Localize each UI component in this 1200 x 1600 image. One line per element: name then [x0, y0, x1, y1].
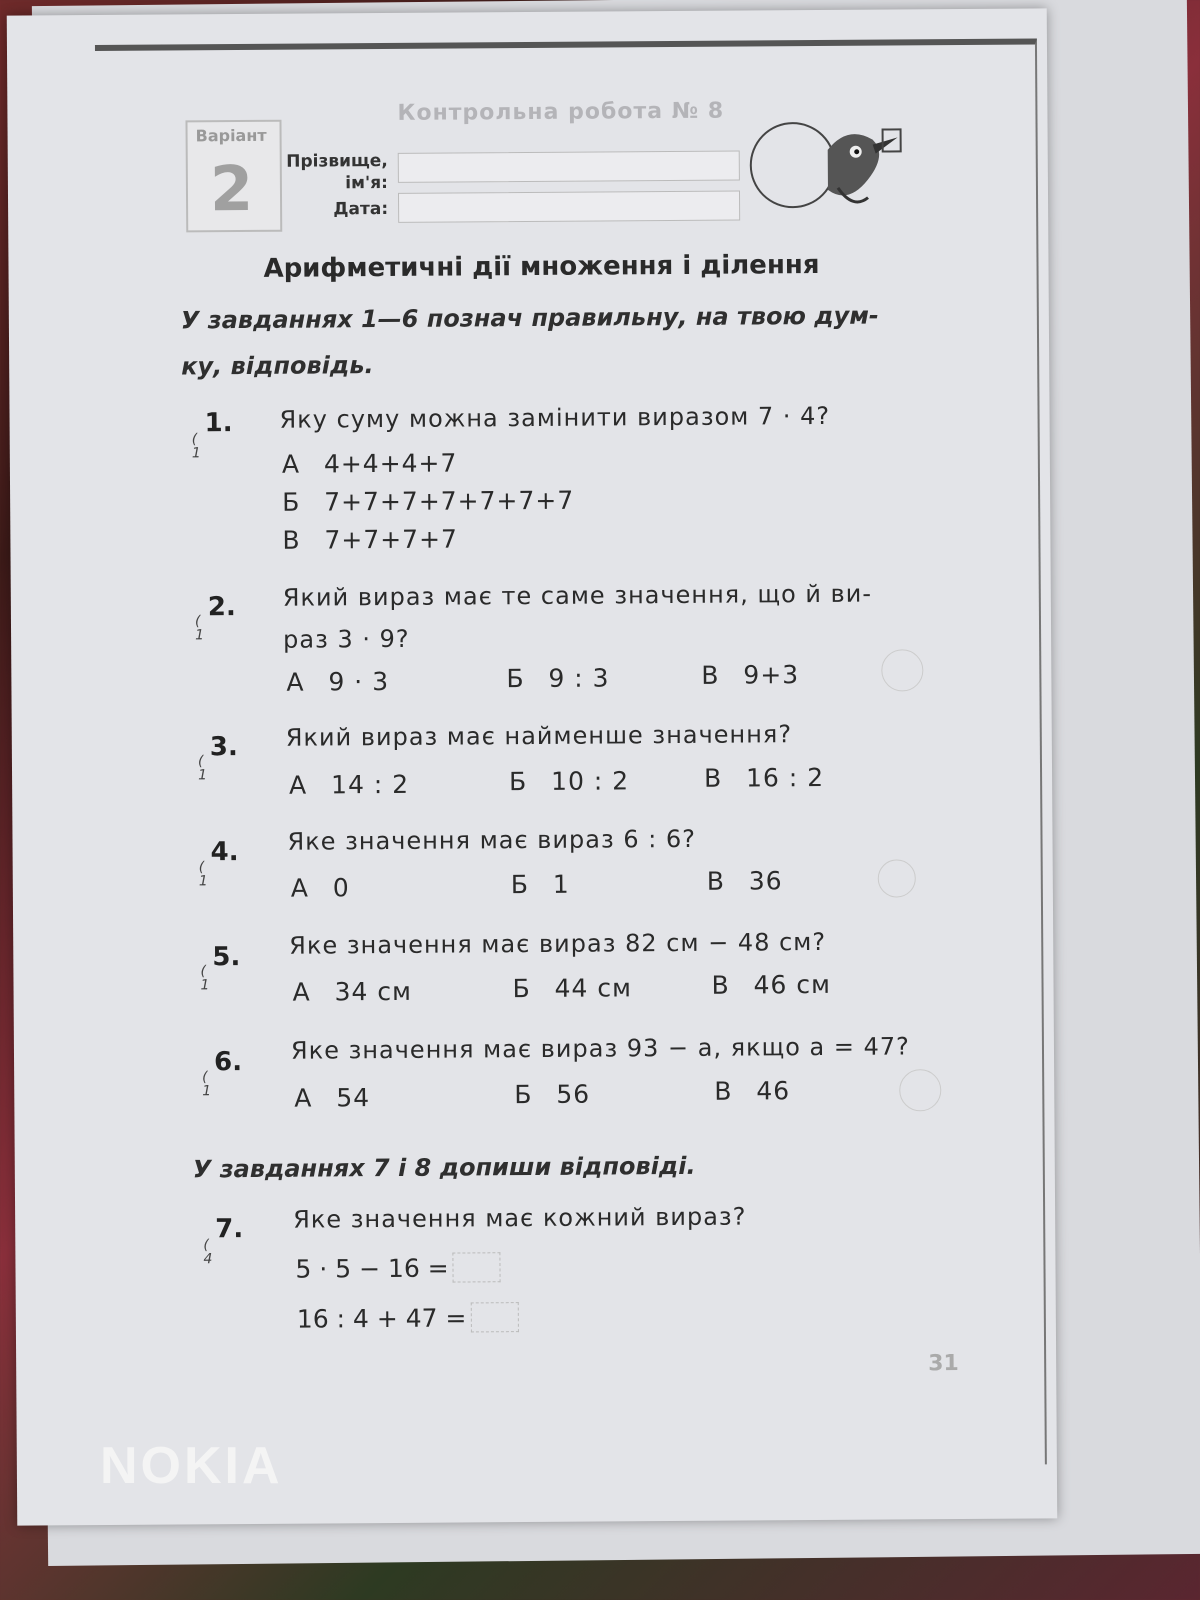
task-4-number: 4.: [210, 837, 239, 868]
task-6-points: ( 1: [202, 1069, 212, 1100]
task-6-number: 6.: [213, 1047, 243, 1078]
task-6-option-a[interactable]: А 54: [294, 1083, 371, 1113]
task-1-number: 1.: [204, 408, 233, 439]
task-3-question: Який вираз має найменше значення?: [285, 720, 793, 752]
expression-2-text: 16 : 4 + 47 =: [296, 1302, 467, 1334]
task-2-points-value: 1: [195, 627, 205, 644]
task-2-option-a[interactable]: А 9 · 3: [286, 666, 390, 697]
task-7-points-value: 4: [203, 1251, 213, 1268]
task-6-question: Яке значення має вираз 93 − а, якщо а = 47?: [290, 1032, 910, 1065]
date-label: Дата:: [333, 198, 389, 220]
task-4-question: Яке значення має вираз 6 : 6?: [287, 824, 697, 856]
task-1-points: ( 1: [191, 431, 201, 462]
task-1-points-value: 1: [191, 445, 201, 462]
answer-box-1[interactable]: [453, 1252, 501, 1282]
task-5-points-value: 1: [200, 977, 210, 994]
task-3-option-a[interactable]: А 14 : 2: [289, 769, 410, 800]
task-2-question-line-2: раз 3 · 9?: [283, 624, 410, 654]
task-7-number: 7.: [215, 1214, 244, 1245]
page-number: 31: [928, 1351, 959, 1377]
date-field[interactable]: [398, 191, 740, 223]
task-4-points-value: 1: [198, 873, 208, 890]
task-5-option-b[interactable]: Б 44 см: [512, 973, 633, 1004]
worksheet-title: Арифметичні дії множення і ділення: [263, 249, 820, 284]
task-6-points-value: 1: [202, 1083, 212, 1100]
decorative-circle: [881, 649, 923, 691]
task-1-option-a[interactable]: А 4+4+4+7: [281, 448, 458, 479]
task-1-option-c[interactable]: В 7+7+7+7: [282, 524, 458, 555]
task-3-points: ( 1: [197, 753, 208, 784]
worksheet-page: [7, 8, 1058, 1525]
task-3-number: 3.: [209, 732, 238, 763]
task-3-option-b[interactable]: Б 10 : 2: [509, 766, 630, 797]
task-7-points: ( 4: [203, 1237, 213, 1268]
variant-number: 2: [209, 151, 254, 226]
name-field[interactable]: [398, 151, 740, 183]
task-4-option-c[interactable]: В 36: [706, 866, 783, 896]
task-7-expression-2: [297, 1302, 519, 1334]
answer-box-2[interactable]: [470, 1302, 518, 1332]
task-4-option-b[interactable]: Б 1: [510, 869, 570, 900]
task-2-question-line-1: Який вираз має те саме значення, що й ви-: [282, 579, 873, 612]
task-4-option-a[interactable]: А 0: [290, 873, 350, 903]
decorative-circle: [878, 859, 916, 897]
task-5-option-c[interactable]: В 46 см: [711, 969, 832, 1000]
variant-label: Варіант: [195, 125, 267, 146]
task-6-option-c[interactable]: В 46: [714, 1076, 791, 1106]
task-5-points: ( 1: [200, 963, 210, 994]
task-1-question: Яку суму можна замінити виразом 7 · 4?: [279, 401, 831, 434]
task-5-option-a[interactable]: А 34 см: [292, 976, 413, 1007]
work-title: Контрольна робота № 8: [397, 98, 725, 126]
name-label: ім'я:: [345, 172, 388, 194]
task-2-number: 2.: [207, 592, 236, 623]
task-5-question: Яке значення має вираз 82 см − 48 см?: [289, 927, 827, 960]
task-1-option-b[interactable]: Б 7+7+7+7+7+7+7: [282, 485, 575, 517]
mascot-bird-icon: [747, 109, 908, 220]
task-2-points: ( 1: [194, 613, 205, 644]
task-3-points-value: 1: [197, 767, 208, 784]
variant-box: [185, 120, 282, 233]
instruction-1-line-1: У завданнях 1—6 познач правильну, на твою дум-: [180, 301, 879, 335]
task-6-option-b[interactable]: Б 56: [514, 1079, 591, 1110]
task-4-points: ( 1: [198, 859, 208, 890]
expression-1-text: 5 · 5 − 16 =: [295, 1253, 449, 1284]
task-3-option-c[interactable]: В 16 : 2: [703, 762, 825, 793]
task-7-question: Яке значення має кожний вираз?: [293, 1202, 747, 1234]
phone-watermark: NOKIA: [100, 1437, 283, 1495]
task-2-option-c[interactable]: В 9+3: [701, 660, 800, 690]
instruction-1-line-2: ку, відповідь.: [181, 351, 374, 381]
decorative-circle: [899, 1069, 941, 1111]
task-5-number: 5.: [212, 942, 241, 973]
instruction-2: У завданнях 7 і 8 допиши відповіді.: [192, 1151, 696, 1184]
surname-label: Прізвище,: [286, 150, 388, 172]
task-2-option-b[interactable]: Б 9 : 3: [506, 663, 610, 694]
task-7-expression-1: [295, 1252, 500, 1283]
